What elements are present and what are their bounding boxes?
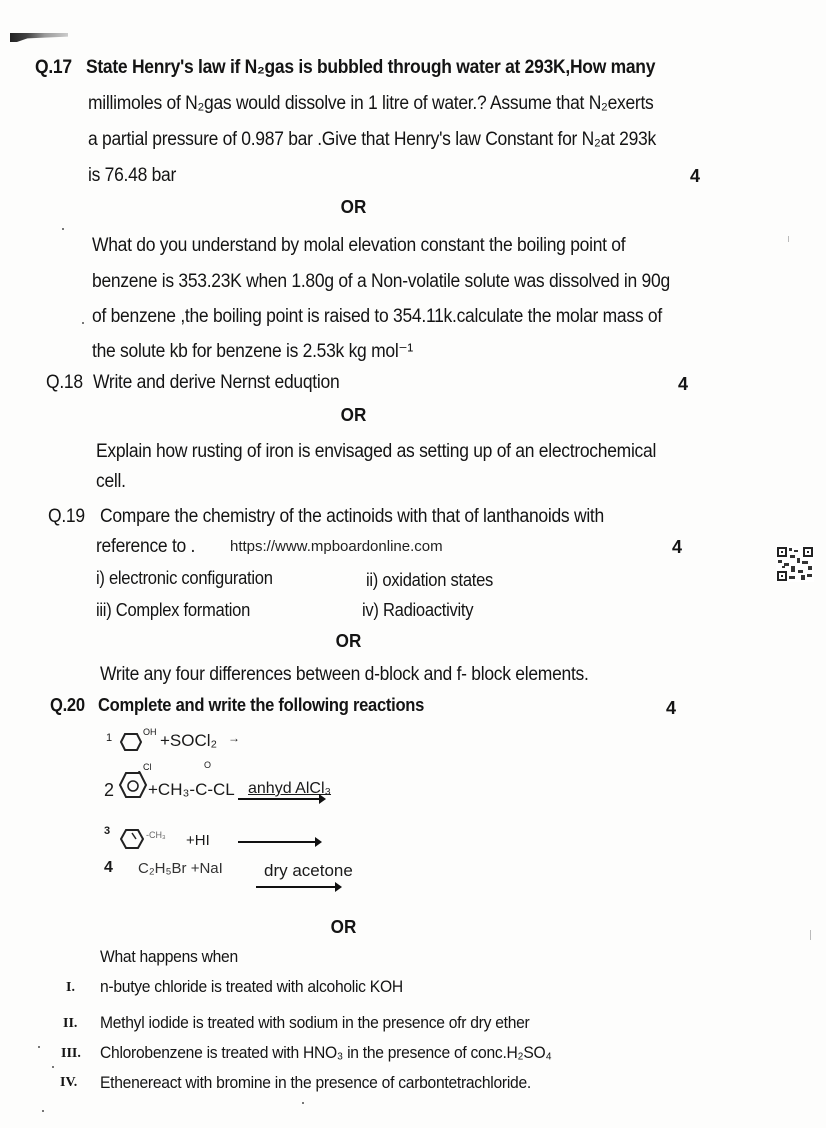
q20-alt-intro: What happens when [100, 947, 238, 966]
q19-option-4: iv) Radioactivity [362, 600, 474, 620]
q18-alt-line-2: cell. [96, 471, 126, 492]
q20-or-label: OR [330, 917, 357, 937]
q20-alt-item-2: Methyl iodide is treated with sodium in the presence ofr dry ether [100, 1013, 530, 1032]
scan-speck [52, 1066, 54, 1068]
reaction-1-index: 1 [106, 732, 113, 744]
q19-marks: 4 [672, 537, 683, 557]
q17-line-1: State Henry's law if N₂gas is bubbled through water at 293K,How many [86, 57, 656, 78]
q18-marks: 4 [678, 374, 689, 394]
q18-number: Q.18 [46, 372, 83, 393]
q19-or-label: OR [335, 631, 362, 651]
q19-line-1: Compare the chemistry of the actinoids with that of lanthanoids with [100, 506, 604, 527]
scan-speck [810, 930, 811, 940]
reaction-2-index: 2 [104, 780, 115, 800]
cyclohexane-ring-icon [120, 733, 142, 751]
q18-or-label: OR [340, 405, 367, 425]
q17-or-label: OR [340, 197, 367, 217]
q20-alt-numeral-2: II. [63, 1016, 78, 1031]
reaction-1-arrow: → [228, 731, 240, 745]
reaction-4-arrow [256, 886, 340, 888]
reaction-4-arrow-label: dry acetone [264, 861, 353, 880]
reaction-1-substituent: OH [143, 727, 157, 737]
q17-marks: 4 [690, 166, 701, 186]
q17-number: Q.17 [35, 57, 72, 78]
scan-speck [302, 1102, 304, 1104]
q17-alt-line-1: What do you understand by molal elevation constant the boiling point of [92, 235, 626, 256]
scan-speck [38, 1046, 40, 1048]
q20-alt-item-1: n-butye chloride is treated with alcoholic KOH [100, 977, 403, 996]
q17-line-3: a partial pressure of 0.987 bar .Give that Henry's law Constant for N₂at 293k [88, 129, 656, 150]
q17-alt-line-2: benzene is 353.23K when 1.80g of a Non-volatile solute was dissolved in 90g [92, 271, 670, 292]
chlorobenzene-ring-icon [118, 771, 148, 799]
q18-alt-line-1: Explain how rusting of iron is envisaged as setting up of an electrochemical [96, 441, 657, 462]
q18-text: Write and derive Nernst eduqtion [93, 372, 340, 393]
q19-option-3: iii) Complex formation [96, 600, 251, 620]
reaction-2-carbonyl: O [204, 760, 212, 770]
q20-alt-numeral-1: I. [66, 980, 75, 995]
methylcyclohexane-ring-icon [120, 829, 144, 849]
q20-alt-numeral-4: IV. [60, 1075, 78, 1090]
reaction-2-arrow-label: anhyd AlCl₃ [248, 780, 332, 797]
q19-line-2: reference to . [96, 536, 196, 557]
q20-alt-numeral-3: III. [61, 1046, 81, 1061]
scan-corner-mark [10, 33, 68, 42]
qr-code-icon [776, 546, 814, 582]
scan-speck [82, 322, 84, 324]
q19-number: Q.19 [48, 506, 85, 527]
scan-speck [42, 1110, 44, 1112]
reaction-2-arrow [238, 798, 324, 800]
q17-line-4: is 76.48 bar [88, 165, 177, 186]
q20-alt-item-4: Ethenereact with bromine in the presence of carbontetrachloride. [100, 1073, 531, 1092]
q19-website-link[interactable]: https://www.mpboardonline.com [230, 538, 443, 555]
q20-text: Complete and write the following reactions [98, 695, 425, 715]
qr-code[interactable] [776, 546, 814, 582]
reaction-2-substituent: Cl [143, 762, 152, 772]
q19-option-2: ii) oxidation states [366, 570, 494, 590]
reaction-3-arrow [238, 841, 320, 843]
q19-alt-text: Write any four differences between d-block and f- block elements. [100, 664, 589, 685]
q20-marks: 4 [666, 698, 677, 718]
scan-speck [62, 228, 64, 230]
reaction-3-reagent: +HI [186, 832, 210, 849]
reaction-3-index: 3 [104, 825, 111, 837]
scan-speck [788, 236, 789, 242]
q19-option-1: i) electronic configuration [96, 568, 273, 588]
q17-alt-line-4: the solute kb for benzene is 2.53k kg mol⁻¹ [92, 341, 413, 362]
reaction-4-reactants: C₂H₅Br +NaI [138, 860, 223, 877]
q20-alt-item-3: Chlorobenzene is treated with HNO₃ in the presence of conc.H₂SO₄ [100, 1043, 552, 1062]
reaction-1-reagent: +SOCl₂ [160, 731, 218, 750]
q17-alt-line-3: of benzene ,the boiling point is raised to 354.11k.calculate the molar mass of [92, 306, 662, 327]
q17-line-2: millimoles of N₂gas would dissolve in 1 litre of water.? Assume that N₂exerts [88, 93, 654, 114]
q20-number: Q.20 [50, 695, 85, 715]
reaction-3-substituent: -CH₃ [146, 830, 166, 840]
reaction-4-index: 4 [104, 859, 113, 876]
reaction-2-reagent: +CH₃-C-CL [148, 780, 235, 799]
